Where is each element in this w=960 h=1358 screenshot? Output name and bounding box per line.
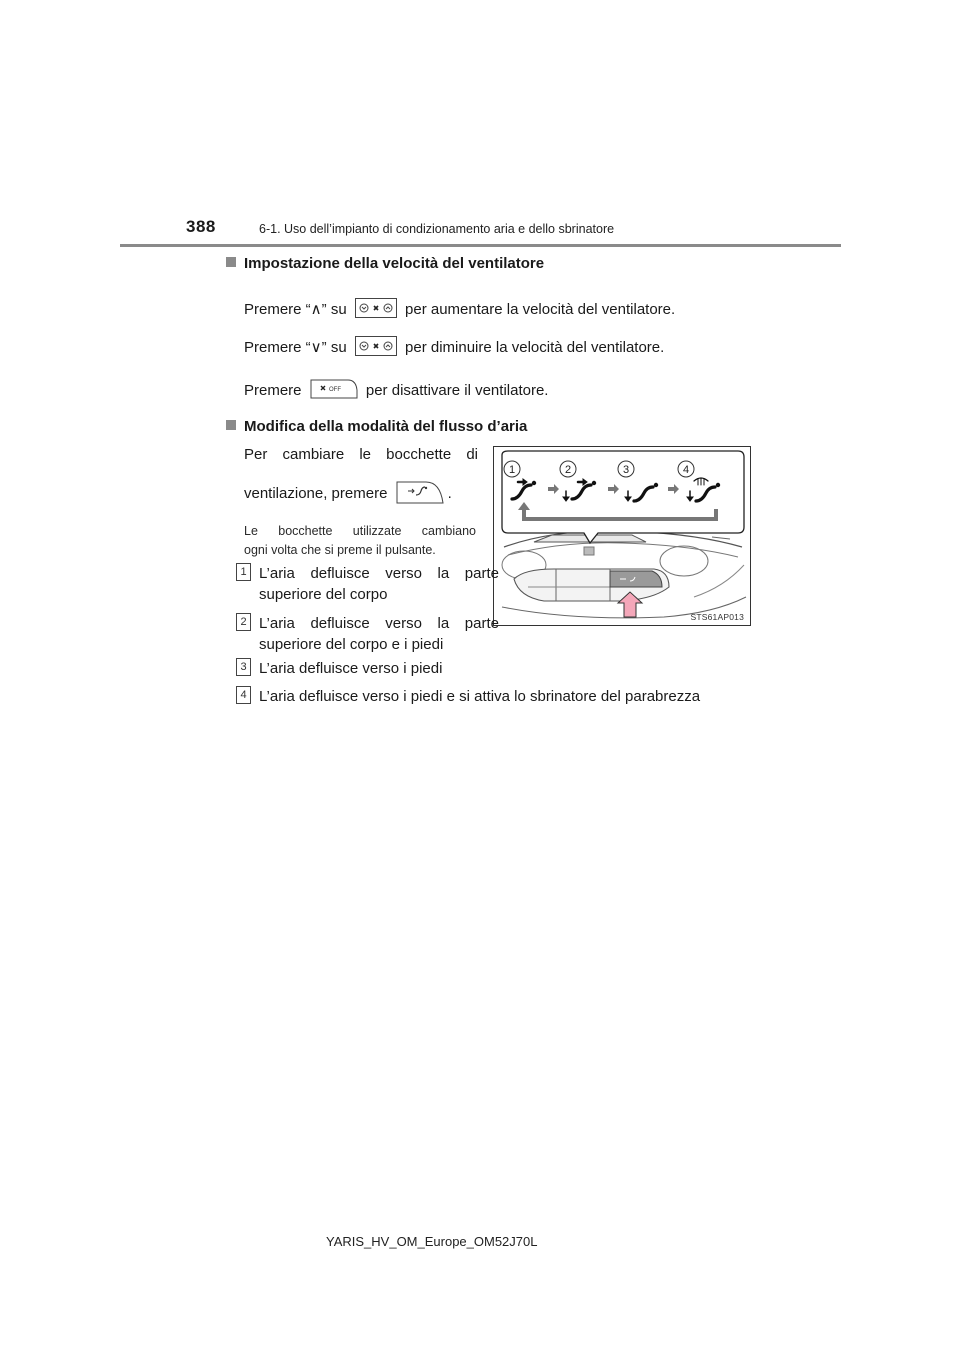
header-rule [120, 244, 841, 247]
item-3-line1: L’aria defluisce verso i piedi [259, 660, 443, 677]
airflow-note-line1: Le bocchette utilizzate cambiano [244, 524, 476, 538]
section-header: 6-1. Uso dell’impianto di condizionamento aria e dello sbrinatore [259, 222, 615, 236]
airflow-mode-button-icon [396, 479, 444, 505]
fan-off-suffix: per disattivare il ventilatore. [365, 381, 549, 399]
item-2-line1: L’aria defluisce verso la parte [259, 615, 499, 632]
item-number-4: 4 [236, 686, 251, 704]
item-2-line2: superiore del corpo e i piedi [259, 636, 444, 653]
item-1-line1: L’aria defluisce verso la parte [259, 565, 499, 582]
item-4-line1: L’aria defluisce verso i piedi e si attiva lo sbrinatore del parabrezza [259, 688, 701, 705]
airflow-figure [493, 446, 751, 626]
fan-increase-line [244, 300, 675, 320]
page-number: 388 [186, 217, 216, 236]
figure-number-4: 4 [682, 464, 690, 476]
fan-off-line [244, 380, 548, 402]
item-number-1: 1 [236, 563, 251, 581]
fan-off-button-label: OFF [328, 387, 341, 393]
bullet-square-icon [226, 257, 236, 267]
figure-number-2: 2 [564, 464, 572, 476]
airflow-heading [226, 418, 527, 435]
airflow-figure-drawing [494, 447, 750, 625]
item-1-text [259, 563, 499, 605]
item-1-line2: superiore del corpo [259, 586, 388, 603]
fan-increase-prefix: Premere “∧” su [244, 301, 347, 318]
figure-number-1: 1 [508, 464, 516, 476]
airflow-intro-prefix: ventilazione, premere [244, 484, 388, 502]
fan-decrease-prefix: Premere “∨” su [244, 339, 347, 356]
fan-decrease-suffix: per diminuire la velocità del ventilatore. [405, 339, 665, 356]
fan-off-button-icon [310, 378, 358, 400]
bullet-square-icon [226, 420, 236, 430]
item-2-text [259, 613, 499, 655]
airflow-intro-line1: Per cambiare le bocchette di [244, 446, 478, 463]
fan-off-prefix: Premere [244, 381, 302, 399]
page-footer: YARIS_HV_OM_Europe_OM52J70L [326, 1234, 538, 1249]
airflow-heading-text: Modifica della modalità del flusso d’aria [244, 418, 528, 435]
fan-speed-button-icon [355, 336, 397, 356]
airflow-intro-line2 [244, 481, 452, 507]
fan-decrease-line [244, 338, 664, 358]
fan-increase-suffix: per aumentare la velocità del ventilatore. [405, 301, 676, 318]
fan-speed-heading-text: Impostazione della velocità del ventilatore [244, 255, 545, 272]
figure-number-3: 3 [622, 464, 630, 476]
item-number-2: 2 [236, 613, 251, 631]
fan-speed-button-icon [355, 298, 397, 318]
figure-code: STS61AP013 [690, 612, 744, 622]
item-number-3: 3 [236, 658, 251, 676]
airflow-note [244, 522, 476, 560]
airflow-note-line2: ogni volta che si preme il pulsante. [244, 543, 436, 557]
airflow-intro-suffix: . [447, 484, 452, 502]
fan-speed-heading [226, 255, 544, 272]
